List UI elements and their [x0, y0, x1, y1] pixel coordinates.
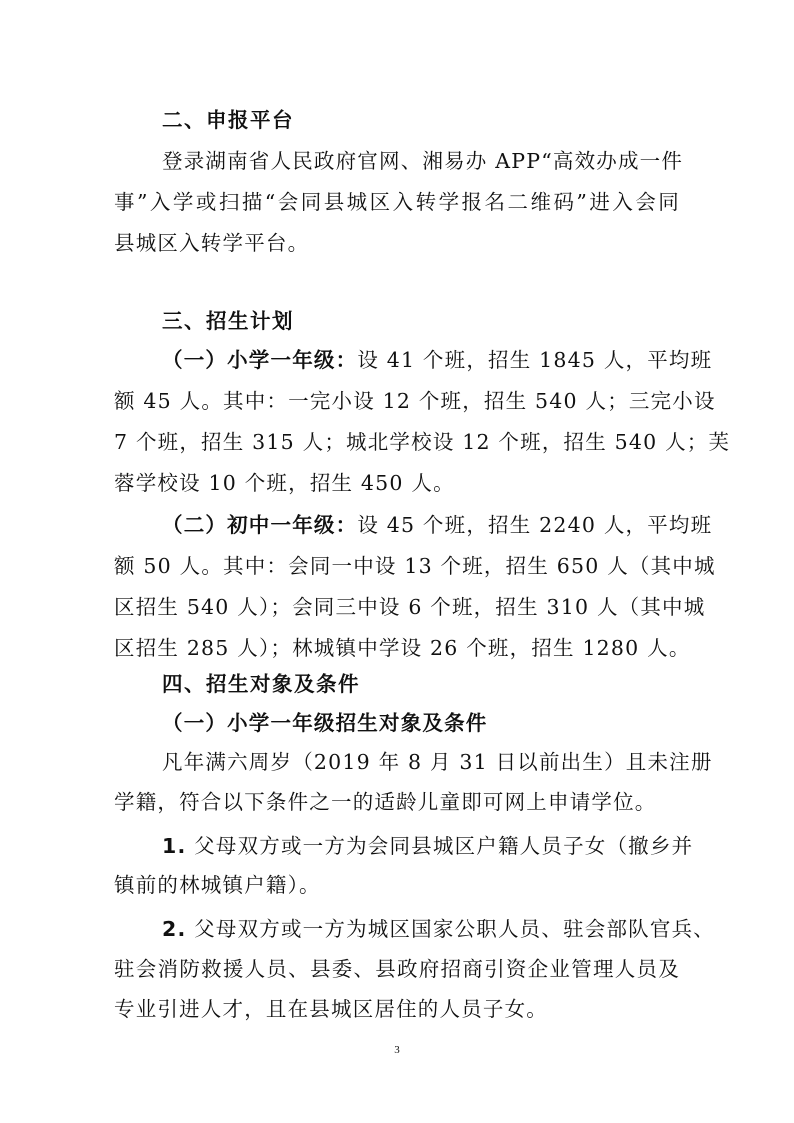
list-item-2-first-line [162, 913, 715, 945]
paragraph-line: 镇前的林城镇户籍）。 [114, 873, 321, 897]
list-item-2-text: 父母双方或一方为城区国家公职人员、驻会部队官兵、 [194, 917, 715, 941]
paragraph-line: 登录湖南省人民政府官网、湘易办 APP“高效办成一件 [162, 149, 684, 173]
paragraph-line: 额 45 人。其中：一完小设 12 个班，招生 540 人；三完小设 [114, 389, 716, 413]
paragraph-line: 7 个班，招生 315 人；城北学校设 12 个班，招生 540 人；芙 [114, 430, 731, 454]
paragraph-line: 凡年满六周岁（2019 年 8 月 31 日以前出生）且未注册 [162, 750, 713, 774]
paragraph-line: 蓉学校设 10 个班，招生 450 人。 [114, 471, 455, 495]
list-item-1-text: 父母双方或一方为会同县城区户籍人员子女（撤乡并 [194, 834, 694, 858]
list-item-1-number: 1. [162, 834, 187, 858]
primary-grade-label: （一）小学一年级： [162, 348, 358, 372]
paragraph-line-junior-first [162, 509, 713, 541]
paragraph-line: 区招生 540 人）；会同三中设 6 个班，招生 310 人（其中城 [114, 595, 706, 619]
junior-grade-text: 设 45 个班，招生 2240 人，平均班 [357, 513, 713, 537]
junior-grade-label: （二）初中一年级： [162, 513, 358, 537]
list-item-1-first-line [162, 830, 694, 862]
paragraph-line: 额 50 人。其中：会同一中设 13 个班，招生 650 人（其中城 [114, 554, 716, 578]
section-heading-plan: 三、招生计划 [162, 309, 294, 333]
paragraph-line: 驻会消防救援人员、县委、县政府招商引资企业管理人员及 [114, 957, 680, 981]
paragraph-line: 区招生 285 人）；林城镇中学设 26 个班，招生 1280 人。 [114, 636, 691, 660]
page-number: 3 [394, 1044, 400, 1056]
primary-grade-text: 设 41 个班，招生 1845 人，平均班 [357, 348, 713, 372]
list-item-2-number: 2. [162, 917, 187, 941]
section-heading-platform: 二、申报平台 [162, 108, 294, 132]
paragraph-line-primary-first [162, 344, 713, 376]
subsection-heading-primary: （一）小学一年级招生对象及条件 [162, 711, 488, 735]
paragraph-line: 县城区入转学平台。 [114, 231, 310, 255]
section-heading-eligibility: 四、招生对象及条件 [162, 672, 360, 696]
paragraph-line: 学籍，符合以下条件之一的适龄儿童即可网上申请学位。 [114, 790, 657, 814]
paragraph-line: 专业引进人才，且在县城区居住的人员子女。 [114, 997, 548, 1021]
paragraph-line: 事”入学或扫描“会同县城区入转学报名二维码”进入会同 [114, 190, 680, 214]
